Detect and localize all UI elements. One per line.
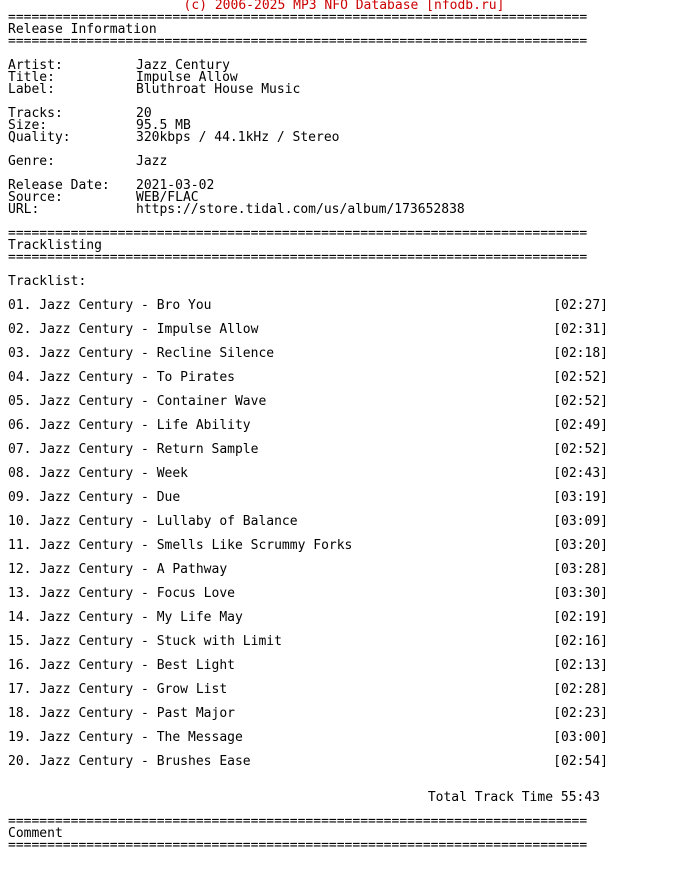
track-duration: [02:13] [553,658,608,673]
quality-label: Quality: [8,130,71,145]
track-title: 10. Jazz Century - Lullaby of Balance [8,514,298,529]
size-label: Size: [8,118,48,133]
track-title: 16. Jazz Century - Best Light [8,658,235,673]
track-duration: [03:09] [553,514,608,529]
track-title: 01. Jazz Century - Bro You [8,298,212,313]
track-title: 09. Jazz Century - Due [8,490,181,505]
source-label: Source: [8,190,63,205]
track-duration: [02:52] [553,370,608,385]
track-title: 12. Jazz Century - A Pathway [8,562,228,577]
artist-value: Jazz Century [136,58,230,73]
record-label-label: Label: [8,82,55,97]
track-title: 06. Jazz Century - Life Ability [8,418,251,433]
track-title: 20. Jazz Century - Brushes Ease [8,754,251,769]
track-duration: [02:19] [553,610,608,625]
track-title: 14. Jazz Century - My Life May [8,610,243,625]
section-title-tracklisting: Tracklisting [8,238,102,253]
release-date-label: Release Date: [8,178,110,193]
track-duration: [02:31] [553,322,608,337]
track-duration: [03:19] [553,490,608,505]
track-duration: [02:49] [553,418,608,433]
tracks-label: Tracks: [8,106,63,121]
track-title: 19. Jazz Century - The Message [8,730,243,745]
track-duration: [03:20] [553,538,608,553]
track-duration: [03:28] [553,562,608,577]
url-value[interactable]: https://store.tidal.com/us/album/173652838 [136,202,465,217]
track-title: 08. Jazz Century - Week [8,466,189,481]
track-duration: [03:00] [553,730,608,745]
track-title: 18. Jazz Century - Past Major [8,706,235,721]
title-value: Impulse Allow [136,70,238,85]
track-duration: [02:52] [553,442,608,457]
tracks-value: 20 [136,106,152,121]
track-title: 07. Jazz Century - Return Sample [8,442,259,457]
genre-label: Genre: [8,154,55,169]
section-title-release-information: Release Information [8,22,157,37]
source-value: WEB/FLAC [136,190,199,205]
size-value: 95.5 MB [136,118,191,133]
tracklist-heading: Tracklist: [8,274,87,289]
url-label: URL: [8,202,40,217]
track-title: 13. Jazz Century - Focus Love [8,586,235,601]
total-track-time: Total Track Time 55:43 [427,790,600,805]
artist-label: Artist: [8,58,63,73]
track-title: 04. Jazz Century - To Pirates [8,370,235,385]
title-label: Title: [8,70,55,85]
track-duration: [03:30] [553,586,608,601]
track-duration: [02:43] [553,466,608,481]
genre-value: Jazz [136,154,168,169]
track-title: 17. Jazz Century - Grow List [8,682,228,697]
site-header: (c) 2006-2025 MP3 NFO Database [nfodb.ru] [183,0,505,13]
track-title: 03. Jazz Century - Recline Silence [8,346,275,361]
divider: ========================================================================== [8,840,588,852]
track-duration: [02:28] [553,682,608,697]
track-title: 02. Jazz Century - Impulse Allow [8,322,259,337]
track-title: 15. Jazz Century - Stuck with Limit [8,634,282,649]
quality-value: 320kbps / 44.1kHz / Stereo [136,130,340,145]
divider: ========================================================================== [8,36,588,48]
divider: ========================================================================== [8,228,588,240]
release-date-value: 2021-03-02 [136,178,215,193]
track-duration: [02:18] [553,346,608,361]
section-title-comment: Comment [8,826,63,841]
track-title: 05. Jazz Century - Container Wave [8,394,267,409]
divider: ========================================================================== [8,12,588,24]
record-label-value: Bluthroat House Music [136,82,301,97]
track-duration: [02:52] [553,394,608,409]
track-duration: [02:16] [553,634,608,649]
divider: ========================================================================== [8,252,588,264]
track-duration: [02:23] [553,706,608,721]
track-duration: [02:54] [553,754,608,769]
track-duration: [02:27] [553,298,608,313]
track-title: 11. Jazz Century - Smells Like Scrummy Forks [8,538,353,553]
divider: ========================================================================== [8,816,588,828]
